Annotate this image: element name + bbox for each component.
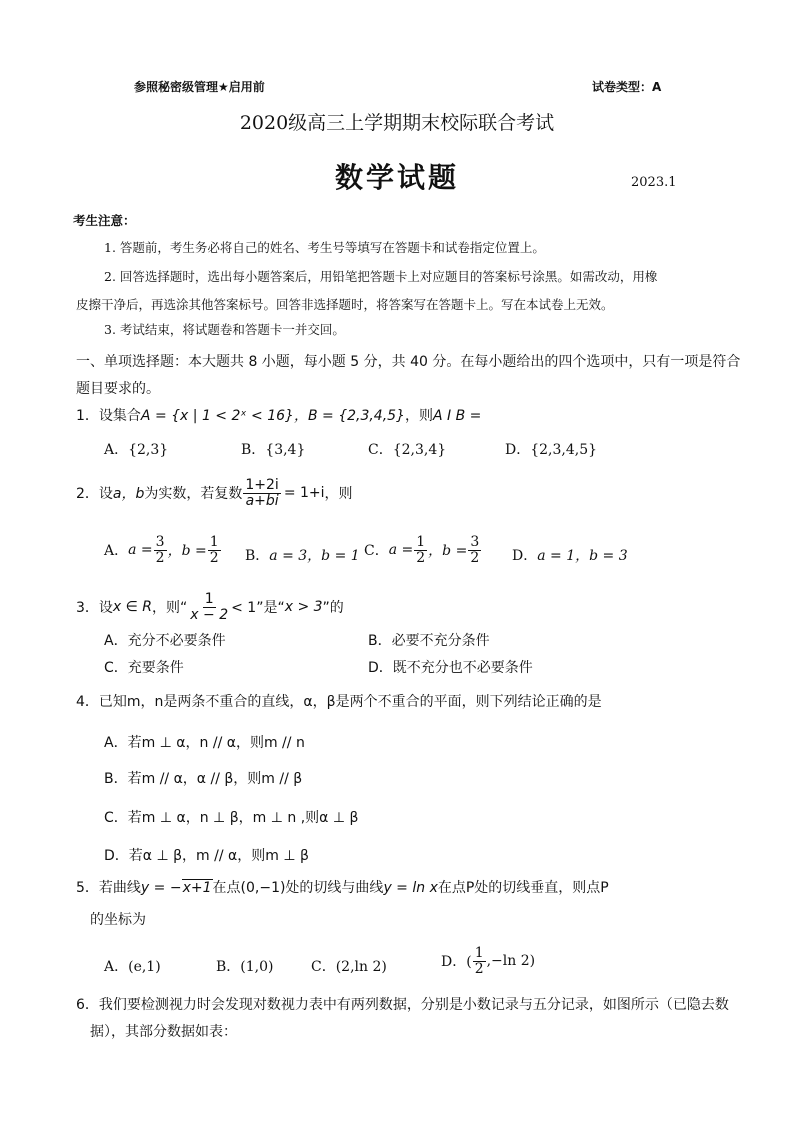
question-1-set-b: ，B = {2,3,4,5} — [293, 408, 405, 424]
question-4-option-a: A．若m ⊥ α，n // α，则m // n — [104, 735, 305, 751]
question-4-option-b: B．若m // α，α // β，则m // β — [104, 771, 303, 787]
exam-date: 2023.1 — [631, 175, 677, 190]
question-6-stem: 6．我们要检测视力时会发现对数视力表中有两列数据，分别是小数记录与五分记录，如图所示（已隐去数 — [76, 997, 729, 1013]
question-3-stem: 3．设 x ∈ R ，则“ $\frac{1}{x - 2}$ < 1”是“ x > 3 ”的 — [76, 591, 344, 623]
notice-item-1: 1. 答题前，考生务必将自己的姓名、考生号等填写在答题卡和试卷指定位置上。 — [104, 240, 545, 255]
notice-item-2-cont: 皮擦干净后，再选涂其他答案标号。回答非选择题时，将答案写在答题卡上。写在本试卷上无效。 — [76, 297, 614, 312]
notice-item-2: 2. 回答选择题时，选出每小题答案后，用铅笔把答题卡上对应题目的答案标号涂黑。如需改动，用橡 — [104, 269, 658, 284]
question-5-stem: 5．若曲线y = −x+1在点(0,−1)处的切线与曲线y = ln x在点P处的切线垂直，则点P — [76, 880, 609, 896]
question-5-stem-cont: 的坐标为 — [90, 912, 146, 928]
question-2-option-a: A． a = $\frac{3}{2}$ ，b = $\frac{1}{2}$ — [104, 534, 219, 566]
subject-title: 数学试题 — [334, 161, 459, 194]
question-2-stem: 2．设 a，b 为实数，若复数 $\frac{1+2i}{a+bi}$ = 1+i ，则 — [76, 477, 353, 509]
question-6-stem-cont: 据），其部分数据如表： — [90, 1024, 237, 1040]
question-2-fraction: $\frac{1+2i}{a+bi}$ — [245, 477, 279, 509]
confidential-label: 参照秘密级管理★启用前 — [134, 80, 265, 94]
question-5-option-d: D．( $\frac{1}{2}$ ,−ln 2) — [441, 945, 536, 977]
question-2-option-d: D．a = 1，b = 3 — [512, 548, 628, 564]
question-3-option-d: D．既不充分也不必要条件 — [368, 660, 533, 676]
question-3-option-a: A．充分不必要条件 — [104, 633, 226, 649]
paper-type-label: 试卷类型：A — [592, 80, 662, 94]
question-2-option-b: B．a = 3，b = 1 — [245, 548, 360, 564]
question-4-stem: 4．已知m，n是两条不重合的直线，α，β是两个不重合的平面，则下列结论正确的是 — [76, 694, 602, 710]
question-3-option-b: B．必要不充分条件 — [368, 633, 490, 649]
section-heading: 一、单项选择题：本大题共 8 小题，每小题 5 分，共 40 分。在每小题给出的四个选项中，只有一项是符合 — [76, 354, 741, 370]
section-heading-cont: 题目要求的。 — [76, 381, 160, 397]
question-1-option-c: C．{2,3,4} — [368, 442, 447, 458]
question-3-cond: x ∈ R — [112, 599, 153, 616]
question-1-set-a: A = {x | 1 < 2ˣ < 16} — [140, 408, 294, 424]
question-1-option-b: B．{3,4} — [241, 442, 306, 458]
question-2-option-c: C． a = $\frac{1}{2}$ ，b = $\frac{3}{2}$ — [364, 534, 480, 566]
notice-item-3: 3. 考试结束，将试题卷和答题卡一并交回。 — [104, 322, 345, 337]
question-4-option-c: C．若m ⊥ α，n ⊥ β，m ⊥ n ,则α ⊥ β — [104, 810, 359, 826]
question-3-option-c: C．充要条件 — [104, 660, 184, 676]
notice-title: 考生注意： — [73, 213, 136, 228]
question-1-expr: A I B = — [432, 408, 482, 424]
question-2-vars: a，b — [112, 486, 145, 503]
question-1-option-d: D．{2,3,4,5} — [505, 442, 598, 458]
question-3-fraction: $\frac{1}{x - 2}$ — [190, 591, 229, 623]
question-5-option-c: C．(2,ln 2) — [311, 959, 387, 975]
question-1-stem: 1．设集合A = {x | 1 < 2ˣ < 16}，B = {2,3,4,5}，则A I B = — [76, 408, 482, 424]
question-4-option-d: D．若α ⊥ β，m // α，则m ⊥ β — [104, 848, 309, 864]
sqrt-expression: x+1 — [182, 880, 212, 896]
exam-title: 2020级高三上学期期末校际联合考试 — [239, 112, 555, 134]
question-1-option-a: A．{2,3} — [104, 442, 169, 458]
question-5-option-b: B．(1,0) — [216, 959, 274, 975]
question-5-option-a: A．(e,1) — [104, 959, 161, 975]
